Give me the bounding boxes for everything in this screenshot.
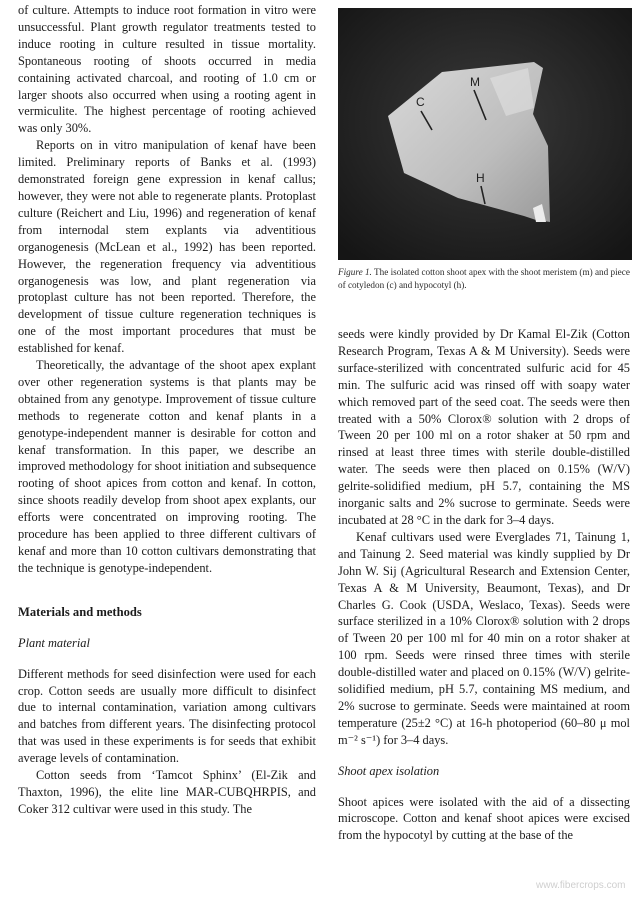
right-column: [338, 326, 630, 844]
paragraph: Different methods for seed disinfection were used for each crop. Cotton seeds are usually more difficult to disinfect due to internal contamination, variation among cultivars and batches from different years. The disinfecting protocol that was used in these experiments is for seeds that exhibit average levels of contamination.: [18, 666, 316, 766]
caption-label: Figure 1.: [338, 267, 372, 277]
section-title: Materials and methods: [18, 604, 142, 619]
label-m: M: [470, 75, 480, 89]
paragraph: Theoretically, the advantage of the shoot apex explant over other regeneration systems is that plants may be obtained from any genotype. Improvement of tissue culture methods to regenerate cotton and kenaf plants in a genotype-independent manner is desirable for cotton and kenaf transformation. In this paper, we describe an improved methodology for shoot initiation and subsequence rooting of shoot apices from cotton and kenaf. In cotton, since shoots readily develop from shoot apex explants, our efforts were concentrated on improving rooting. The procedure has been applied to three different cultivars of kenaf and more than 10 cotton cultivars demonstrating that the technique is genotype-independent.: [18, 358, 317, 575]
paragraph: Kenaf cultivars used were Everglades 71, Tainung 1, and Tainung 2. Seed material was kindly supplied by Dr John W. Sij (Agricultural Research and Extension Center, Texas A & M University, Beaumont, Texas), and Dr Charles G. Cook (USDA, Weslaco, Texas). Seeds were surface sterilized in a 10% Clorox® solution with 2 drops of Tween 20 per 100 ml for 40 min on a rotor shaker at 100 rpm. Seeds were rinsed three times with sterile double-distilled water and placed on 0.15% (W/V) gelrite-solidified medium, pH 5.7, containing MS medium, and 2% sucrose to germinate. Seeds were maintained at room temperature (25±2 °C) at 16-h photoperiod (60–80 μ mol m⁻² s⁻¹) for 3–4 days.: [338, 529, 630, 747]
paragraph: Shoot apices were isolated with the aid of a dissecting microscope. Cotton and kenaf shoot apices were excised from the hypocotyl by cutting at the base of the: [338, 794, 630, 843]
figure-caption: [338, 266, 632, 292]
caption-text: The isolated cotton shoot apex with the shoot meristem (m) and piece of cotyledon (c) and hypocotyl (h).: [338, 267, 630, 290]
shoot-apex-photo: [338, 8, 632, 260]
paragraph: of culture. Attempts to induce root formation in vitro were unsuccessful. Plant growth regulator treatments tested to induce rooting in culture resulted in tissue mortality. Spontaneous rooting of shoots occurred in media containing activated charcoal, and rooting of 1.0 cm or larger shoots also occurred when using a rooting agent in vermiculite. The highest percentage of rooting achieved was only 30%.: [18, 3, 316, 136]
paragraph: Reports on in vitro manipulation of kenaf have been limited. Preliminary reports of Banks et al. (1993) demonstrated foreign gene expression in kenaf callus; however, they were not able to regenerate plants. Protoplast culture (Reichert and Liu, 1996) and regeneration of kenaf from internodal stem explants via adventitious organogenesis (McLean et al., 1992) has been reported. However, the regeneration frequency via adventitious organogenesis was low, and plant regeneration via protoplast culture has not been reported. Therefore, the development of tissue culture regeneration techniques is one of the most important procedures that must be established for kenaf.: [18, 138, 316, 356]
watermark: www.fibercrops.com: [536, 880, 626, 891]
paragraph: Cotton seeds from ‘Tamcot Sphinx’ (El-Zik and Thaxton, 1996), the elite line MAR-CUBQHRPIS, and Coker 312 cultivar were used in this study. The: [18, 768, 316, 816]
paragraph: seeds were kindly provided by Dr Kamal El-Zik (Cotton Research Program, Texas A & M University). Seeds were surface-sterilized with concentrated sulfuric acid for 45 min. The sulfuric acid was rinsed off with soapy water which removed part of the seed coat. The seeds were then treated with a 50% Clorox® solution with 2 drops of Tween 20 per 100 ml on a rotor shaker at 50 rpm and rinsed at least three times with sterile double-distilled water. The seeds were then placed on 0.15% (W/V) gelrite-solidified medium, pH 5.7, containing the MS inorganic salts and 2% sucrose to germinate. Seeds were incubated at 28 °C in the dark for 3–4 days.: [338, 327, 630, 527]
label-c: C: [416, 95, 425, 109]
subsection-title: Plant material: [18, 635, 90, 650]
subsection-title: Shoot apex isolation: [338, 763, 440, 778]
figure-photo: [338, 8, 632, 260]
label-h: H: [476, 171, 485, 185]
left-column: [18, 0, 316, 818]
